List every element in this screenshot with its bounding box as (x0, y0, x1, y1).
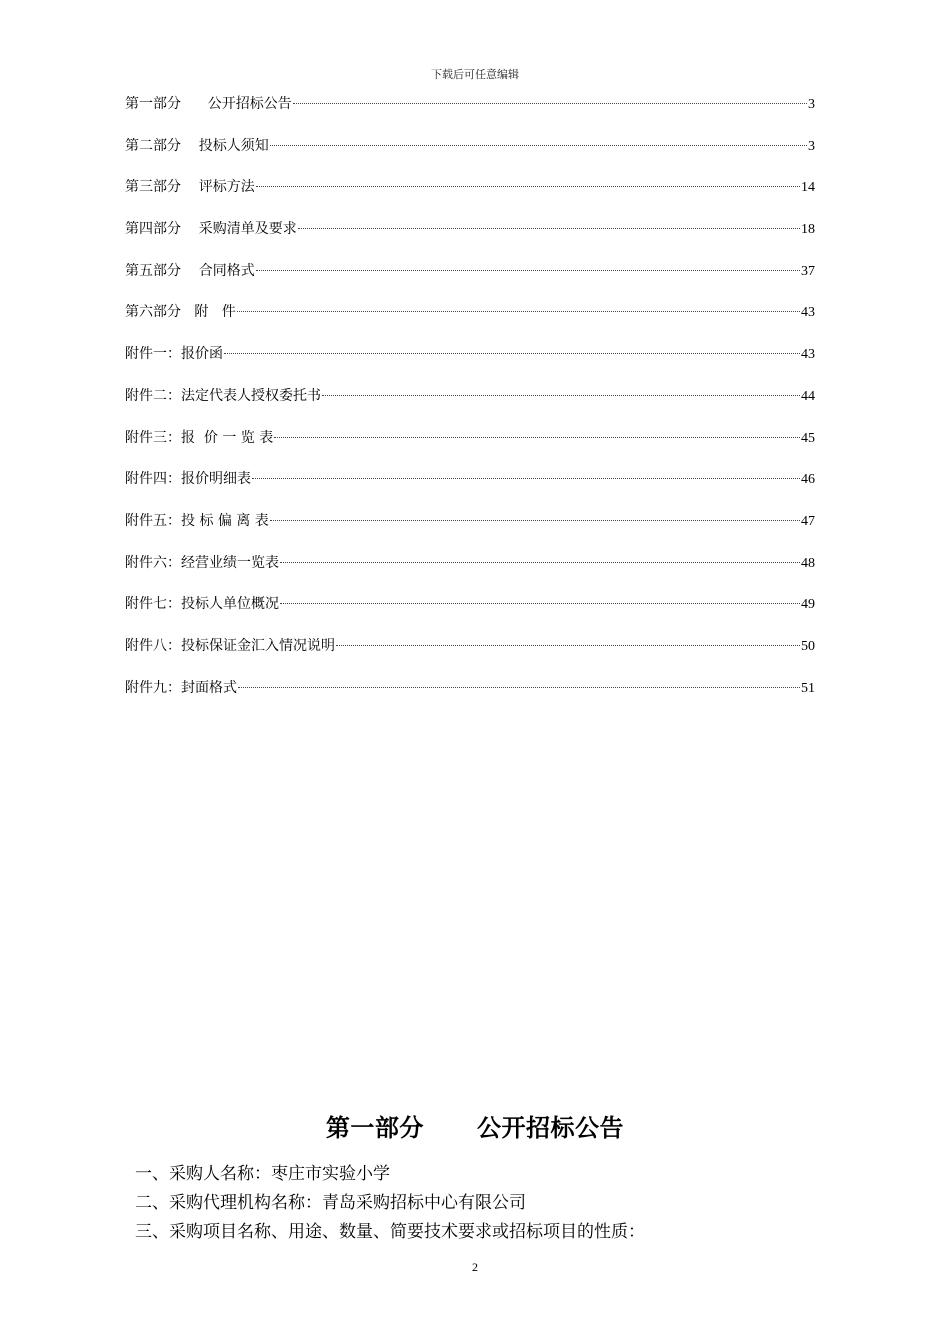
toc-leader-dots (280, 562, 800, 563)
section-title: 第一部分 公开招标公告 (325, 1113, 625, 1142)
toc-leader-dots (238, 687, 800, 688)
toc-entry[interactable] (125, 467, 815, 509)
toc-entry-label: 第四部分 采购清单及要求 (125, 221, 297, 238)
toc-entry-page: 37 (801, 263, 815, 279)
toc-entry-label: 附件七：投标人单位概况 (125, 596, 279, 613)
toc-entry[interactable] (125, 426, 815, 468)
page-number: 2 (472, 1260, 478, 1274)
toc-entry-label: 附件三：报 价 一 览 表 (125, 429, 274, 446)
table-of-contents (125, 92, 815, 717)
toc-entry-label: 附件二：法定代表人授权委托书 (125, 387, 321, 404)
header-note: 下载后可任意编辑 (431, 68, 519, 81)
toc-entry-label: 第二部分 投标人须知 (125, 137, 269, 154)
toc-entry-label: 第五部分 合同格式 (125, 262, 255, 279)
toc-entry[interactable] (125, 509, 815, 551)
toc-entry-page: 3 (808, 138, 815, 154)
toc-entry-label: 第六部分 附 件 (125, 304, 236, 321)
toc-entry[interactable] (125, 134, 815, 176)
toc-entry[interactable] (125, 217, 815, 259)
toc-entry[interactable] (125, 551, 815, 593)
toc-entry[interactable] (125, 676, 815, 718)
body-line: 三、采购项目名称、用途、数量、简要技术要求或招标项目的性质： (135, 1222, 645, 1242)
toc-entry-page: 48 (801, 555, 815, 571)
toc-entry-label: 附件八：投标保证金汇入情况说明 (125, 637, 335, 654)
toc-leader-dots (237, 311, 800, 312)
toc-entry-label: 附件四：报价明细表 (125, 471, 251, 488)
toc-entry-page: 14 (801, 180, 815, 196)
toc-entry-page: 49 (801, 597, 815, 613)
toc-leader-dots (274, 437, 800, 438)
body-line: 一、采购人名称：枣庄市实验小学 (135, 1164, 390, 1184)
toc-leader-dots (280, 603, 800, 604)
toc-entry-page: 50 (801, 638, 815, 654)
toc-leader-dots (252, 478, 800, 479)
toc-entry-page: 46 (801, 472, 815, 488)
toc-leader-dots (256, 186, 800, 187)
toc-leader-dots (224, 353, 800, 354)
toc-leader-dots (256, 270, 800, 271)
toc-entry-page: 44 (801, 388, 815, 404)
toc-entry[interactable] (125, 384, 815, 426)
toc-entry[interactable] (125, 259, 815, 301)
toc-leader-dots (293, 103, 807, 104)
toc-entry-label: 附件六：经营业绩一览表 (125, 554, 279, 571)
toc-entry[interactable] (125, 175, 815, 217)
section-body (135, 1160, 835, 1247)
toc-leader-dots (270, 520, 800, 521)
toc-entry-page: 43 (801, 347, 815, 363)
toc-entry-label: 附件九：封面格式 (125, 679, 237, 696)
body-line: 二、采购代理机构名称：青岛采购招标中心有限公司 (135, 1193, 526, 1213)
toc-entry-page: 47 (801, 513, 815, 529)
toc-entry[interactable] (125, 300, 815, 342)
toc-entry-label: 附件一：报价函 (125, 346, 223, 363)
toc-entry[interactable] (125, 342, 815, 384)
toc-entry[interactable] (125, 634, 815, 676)
toc-entry-label: 附件五：投 标 偏 离 表 (125, 512, 269, 529)
toc-entry-label: 第一部分 公开招标公告 (125, 96, 292, 112)
toc-leader-dots (322, 395, 800, 396)
toc-entry-page: 43 (801, 305, 815, 321)
toc-leader-dots (298, 228, 800, 229)
toc-entry[interactable] (125, 92, 815, 134)
toc-entry-page: 45 (801, 430, 815, 446)
toc-entry-page: 3 (808, 97, 815, 112)
toc-entry[interactable] (125, 592, 815, 634)
toc-leader-dots (270, 145, 807, 146)
toc-entry-page: 18 (801, 222, 815, 238)
toc-leader-dots (336, 645, 800, 646)
toc-entry-label: 第三部分 评标方法 (125, 179, 255, 196)
toc-entry-page: 51 (801, 680, 815, 696)
